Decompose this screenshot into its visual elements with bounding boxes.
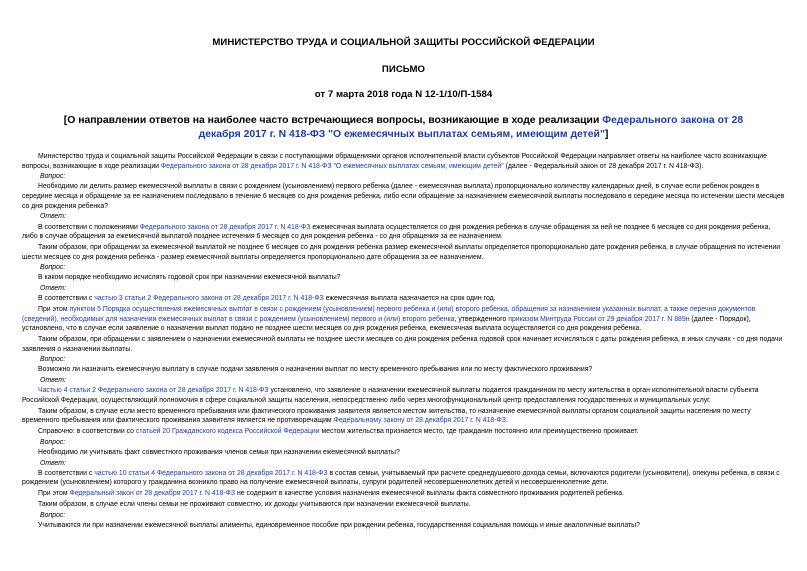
- paragraph-text: не содержит в качестве условия назначения ежемесячной выплаты факта совместного проживания родителей ребенка.: [235, 490, 624, 498]
- qa-label: [40, 284, 785, 294]
- paragraph-text: В соответствии с: [38, 469, 95, 477]
- paragraph-text: Вопрос:: [40, 438, 66, 446]
- paragraph-text: Ответ:: [40, 459, 66, 467]
- legal-reference-link[interactable]: статьей 20 Гражданского кодекса Российской Федерации: [135, 428, 320, 436]
- body-paragraph: [22, 386, 785, 405]
- body-paragraph: [22, 182, 785, 211]
- qa-label: [40, 511, 785, 521]
- legal-reference-link[interactable]: Федеральному закону от 28 декабря 2017 г. N 418-ФЗ: [333, 417, 506, 425]
- paragraph-text: Министерство труда и социальной защиты Российской Федерации в связи с поступающими обращениями органов исполнительной власти субъектов Российской Федерации направляет ответы на наиболее часто возникающие вопросы, возникающие в ходе реализации: [22, 153, 767, 170]
- qa-label: [40, 263, 785, 273]
- title-prefix: [О направлении ответов на наиболее часто встречающиеся вопросы, возникающие в ходе реализации: [63, 115, 603, 126]
- qa-label: [40, 355, 785, 365]
- body-paragraph: [22, 489, 785, 499]
- body-paragraph: [22, 335, 785, 354]
- qa-label: [40, 459, 785, 469]
- legal-reference-link[interactable]: Федерального закона от 28 декабря 2017 г. N 418-ФЗ "О ежемесячных выплатах семьям, имеющим детей": [160, 162, 504, 170]
- body-paragraph: [22, 521, 785, 531]
- body-paragraph: [22, 243, 785, 262]
- body-paragraph: [22, 448, 785, 458]
- paragraph-text: При этом: [38, 490, 70, 498]
- body-paragraph: [22, 500, 785, 510]
- ministry-heading: МИНИСТЕРСТВО ТРУДА И СОЦИАЛЬНОЙ ЗАЩИТЫ РОССИЙСКОЙ ФЕДЕРАЦИИ: [212, 37, 595, 48]
- paragraph-text: в состав семьи, учитываемый при расчете среднедушевого дохода семьи, включаются родители (усыновители), опекуны ребенка, в связи с рождением (усыновлением) которого у гражданина возникло право на получение ежемесячной выплаты, супруги родителей несовершеннолетних детей и несовершеннолетние дети.: [22, 469, 780, 487]
- legal-reference-link[interactable]: частью 3 статьи 2 Федерального закона от 28 декабря 2017 г. N 418-ФЗ: [94, 295, 324, 303]
- body-paragraph: [22, 294, 785, 304]
- paragraph-text: , утвержденного: [454, 315, 509, 323]
- paragraph-text: установлено, что заявление о назначении ежемесячной выплаты подается гражданином по месту жительства в орган исполнительной власти субъекта Российской Федерации, осуществляющий полномочия в сфере социальной защиты населения, непосредственно либо через многофункциональный центр предоставления государственных и муниципальных услуг.: [22, 387, 759, 404]
- body-paragraph: [22, 305, 785, 334]
- paragraph-text: В соответствии с положениями: [38, 223, 140, 231]
- legal-reference-link[interactable]: Частью 4 статьи 2 Федерального закона от 28 декабря 2017 г. N 418-ФЗ: [38, 387, 269, 395]
- paragraph-text: Вопрос:: [40, 356, 66, 364]
- document-title: [22, 114, 785, 141]
- document-type: ПИСЬМО: [381, 64, 426, 75]
- legal-reference-link[interactable]: приказом Минтруда России от 29 декабря 2017 г. N 889н: [508, 315, 690, 323]
- document-body: [22, 152, 785, 530]
- paragraph-text: Ответ:: [40, 377, 66, 385]
- paragraph-text: Таким образом, в случае если место временного пребывания или фактического проживания заявителя является местом жительства, то назначение ежемесячной выплаты органом социальной защиты населения по месту временного пребывания или фактического проживания заявителя является не противоречащим: [22, 407, 751, 425]
- title-suffix: ]: [604, 128, 609, 140]
- body-paragraph: [22, 469, 785, 488]
- paragraph-text: В соответствии с: [38, 295, 95, 303]
- paragraph-text: При этом: [38, 306, 70, 314]
- paragraph-text: ежемесячная выплата осуществляется со дня рождения ребенка в случае обращения за ней не позднее 6 месяцев со дня рождения ребенка, либо в случае обращения за ежемесячной выплатой позднее истечения 6 месяцев со дня рождения ребенка - со дня обращения за ее назначением.: [22, 223, 771, 241]
- body-paragraph: [22, 427, 785, 437]
- paragraph-text: Вопрос:: [40, 264, 66, 272]
- paragraph-text: Учитываются ли при назначении ежемесячной выплаты алименты, единовременное пособие при рождении ребенка, государственная социальная помощь и иные аналогичные выплаты?: [38, 521, 640, 529]
- legal-reference-link[interactable]: Федерального закона от 28 декабря 2017 г. N 418-ФЗ: [139, 223, 311, 231]
- qa-label: [40, 212, 785, 222]
- body-paragraph: [22, 407, 785, 426]
- legal-reference-link[interactable]: пунктом 5 Порядка осуществления ежемесячных выплат в связи с рождением (усыновлением) первого ребенка и (или) второго ребенка, обращения за назначением указанных выплат, а также перечня документов (сведений), необходимых для назначения ежемесячных выплат в связи с рождением (усыновлением) первого и (или) второго ребенка: [22, 306, 756, 323]
- paragraph-text: (далее - Порядок), установлено, что в случае если заявление о назначении выплат подано не позднее шести месяцев со дня рождения ребенка, ежемесячная выплата осуществляется со дня рождения ребенка.: [22, 315, 751, 333]
- paragraph-text: Вопрос:: [40, 173, 66, 181]
- paragraph-text: .: [505, 417, 508, 425]
- paragraph-text: ежемесячная выплата назначается на срок один год.: [323, 295, 496, 303]
- qa-label: [40, 376, 785, 386]
- body-paragraph: [22, 273, 785, 283]
- paragraph-text: Ответ:: [40, 285, 66, 293]
- paragraph-text: Необходимо ли делить размер ежемесячной выплаты в связи с рождением (усыновлением) первого ребенка (далее - ежемесячная выплата) пропорционально количеству календарных дней, в случае если ребенок рожден в середине месяца и обращение за ее назначением последовало в течение 6 месяцев со дня рождения ребенка, либо если обращение за назначением ежемесячной выплаты последовало в середине месяца по истечении шести месяцев со дня рождения ребенка?: [22, 183, 785, 210]
- qa-label: [40, 438, 785, 448]
- paragraph-text: Вопрос:: [40, 511, 66, 519]
- document-date: от 7 марта 2018 года N 12-1/10/П-1584: [314, 89, 493, 100]
- legal-reference-link[interactable]: Федеральный закон от 28 декабря 2017 г. N 418-ФЗ: [69, 490, 236, 498]
- paragraph-text: Необходимо ли учитывать факт совместного проживания членов семьи при назначении ежемесячной выплаты?: [38, 448, 400, 456]
- body-paragraph: [22, 365, 785, 375]
- title-law-link[interactable]: Федерального закона от 28 декабря 2017 г. N 418-ФЗ "О ежемесячных выплатах семьям, имеющим детей": [198, 115, 744, 140]
- paragraph-text: (далее - Федеральный закон от 28 декабря 2017 г. N 418-ФЗ).: [503, 162, 704, 170]
- body-paragraph: [22, 223, 785, 242]
- paragraph-text: В каком порядке необходимо исчислять годовой срок при назначении ежемесячной выплаты?: [38, 274, 341, 282]
- qa-label: [40, 172, 785, 182]
- legal-reference-link[interactable]: частью 10 статьи 4 Федерального закона от 28 декабря 2017 г. N 418-ФЗ: [94, 469, 328, 477]
- paragraph-text: Таким образом, в случае если члены семьи не проживают совместно, их доходы учитываются при назначении ежемесячной выплаты.: [38, 501, 471, 508]
- paragraph-text: местом жительства признается место, где гражданин постоянно или преимущественно проживает.: [319, 428, 639, 436]
- paragraph-text: Таким образом, при обращении с заявлением о назначении ежемесячной выплаты не позднее шести месяцев со дня рождения ребенка годовой срок начинает исчисляться с даты рождения ребенка, в иных случаях - со дня подачи заявления о назначении выплаты.: [22, 336, 783, 353]
- paragraph-text: Возможно ли назначить ежемесячную выплату в случае подачи заявления о назначении выплат по месту временного пребывания или по месту фактического проживания?: [38, 366, 593, 374]
- body-paragraph: [22, 152, 785, 171]
- paragraph-text: Справочно: в соответствии со: [38, 428, 136, 436]
- paragraph-text: Ответ:: [40, 213, 66, 221]
- paragraph-text: Таким образом, при обращении за ежемесячной выплатой не позднее 6 месяцев со дня рождения ребенка размер ежемесячной выплаты определяется пропорционально дате рождения ребенка, в случае обращения по истечении шести месяцев со дня рождения ребенка - размер ежемесячной выплаты определяется пропорционально дате обращения за ее назначением.: [22, 243, 781, 261]
